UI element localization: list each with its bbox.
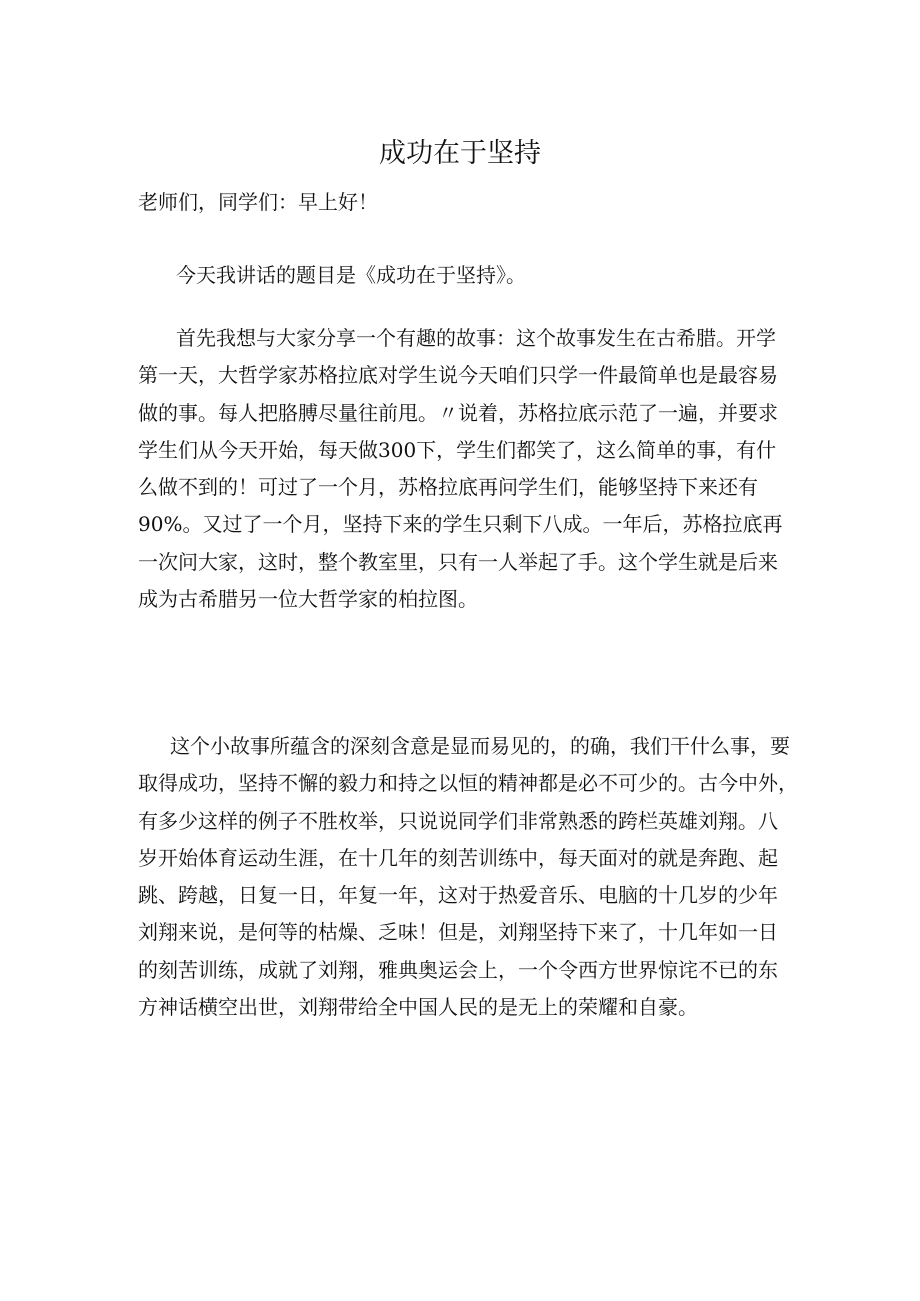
paragraph-meaning xyxy=(138,728,798,1026)
paragraph-line: 成为古希腊另一位大哲学家的柏拉图。 xyxy=(138,587,478,612)
greeting-line: 老师们，同学们：早上好！ xyxy=(138,190,378,214)
paragraph-line: 么做不到的！可过了一个月，苏格拉底再问学生们，能够坚持下来还有 xyxy=(138,475,758,500)
paragraph-line: 这个小故事所蕴含的深刻含意是显而易见的，的确，我们干什么事，要 xyxy=(170,734,790,758)
paragraph-line: 学生们从今天开始，每天做300下，学生们都笑了，这么简单的事，有什 xyxy=(138,437,777,462)
paragraph-line: 做的事。每人把胳膊尽量往前甩。〃说着，苏格拉底示范了一遍，并要求 xyxy=(138,400,778,425)
paragraph-line: 的刻苦训练，成就了刘翔，雅典奥运会上，一个令西方世界惊诧不已的东 xyxy=(138,957,778,982)
paragraph-line: 今天我讲话的题目是《成功在于坚持》。 xyxy=(176,263,526,287)
paragraph-line: 有多少这样的例子不胜枚举，只说说同学们非常熟悉的跨栏英雄刘翔。八 xyxy=(138,808,778,833)
paragraph-line: 第一天，大哲学家苏格拉底对学生说今天咱们只学一件最简单也是最容易 xyxy=(138,363,778,388)
paragraph-line: 首先我想与大家分享一个有趣的故事：这个故事发生在古希腊。开学 xyxy=(176,326,776,350)
paragraph-topic xyxy=(138,257,788,294)
paragraph-line: 刘翔来说，是何等的枯燥、乏味！但是，刘翔坚持下来了，十几年如一日 xyxy=(138,920,778,945)
paragraph-line: 一次问大家，这时，整个教室里，只有一人举起了手。这个学生就是后来 xyxy=(138,549,778,574)
paragraph-line: 跳、跨越，日复一日，年复一年，这对于热爱音乐、电脑的十几岁的少年 xyxy=(138,883,778,908)
paragraph-line: 岁开始体育运动生涯，在十几年的刻苦训练中，每天面对的就是奔跑、起 xyxy=(138,845,778,870)
paragraph-story xyxy=(138,320,788,618)
paragraph-line: 取得成功，坚持不懈的毅力和持之以恒的精神都是必不可少的。古今中外， xyxy=(138,771,798,796)
paragraph-line: 90%。又过了一个月，坚持下来的学生只剩下八成。一年后，苏格拉底再 xyxy=(138,512,783,537)
paragraph-line: 方神话横空出世，刘翔带给全中国人民的是无上的荣耀和自豪。 xyxy=(138,995,698,1020)
document-title: 成功在于坚持 xyxy=(379,138,541,169)
